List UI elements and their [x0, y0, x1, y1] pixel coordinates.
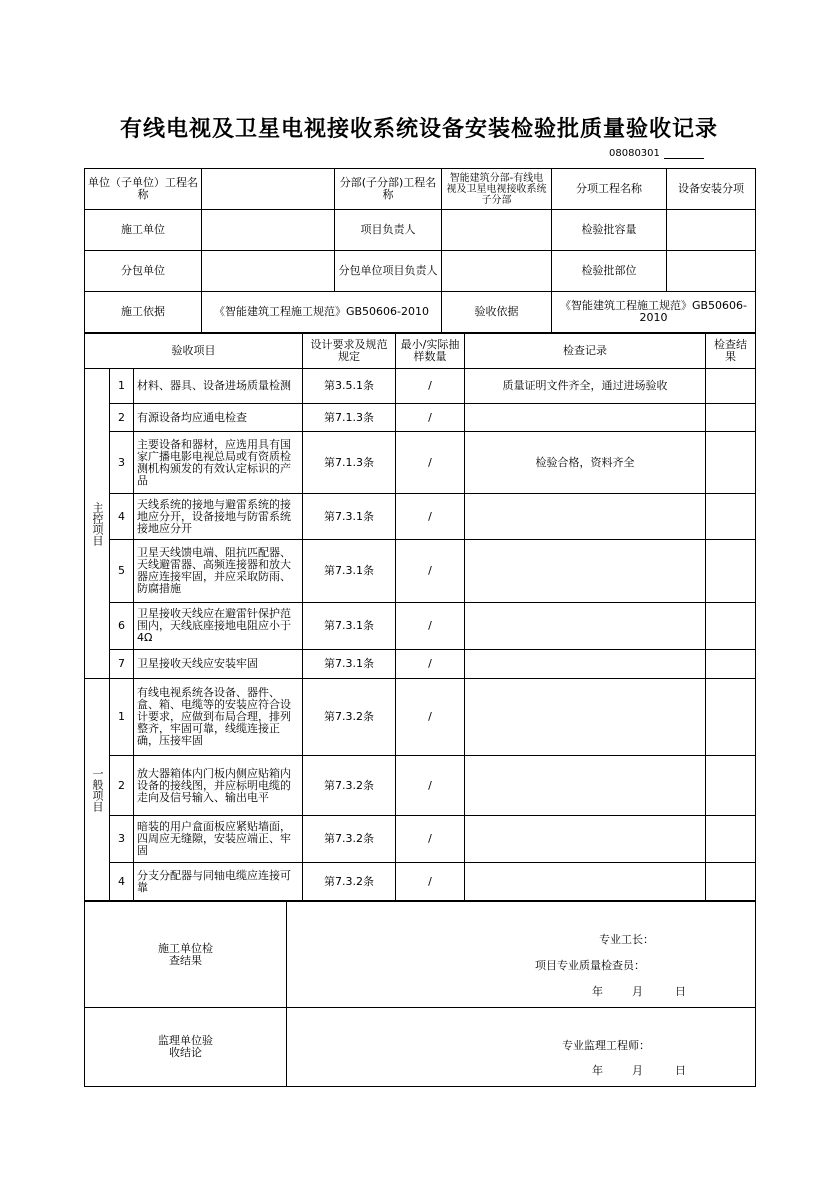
col-result: 检查结果 [706, 334, 756, 369]
item-result[interactable] [706, 369, 756, 404]
batch-capacity-value[interactable] [667, 210, 756, 251]
item-record[interactable]: 检验合格，资料齐全 [465, 432, 706, 494]
sub-pm-label: 分包单位项目负责人 [335, 251, 442, 292]
item-spec: 第7.3.2条 [303, 816, 396, 863]
items-table [84, 333, 756, 901]
item-text: 卫星接收天线应安装牢固 [134, 650, 303, 679]
item-sample[interactable]: / [396, 863, 465, 901]
item-no: 4 [110, 863, 134, 901]
item-result[interactable] [706, 603, 756, 650]
basis-label: 施工依据 [85, 292, 202, 333]
item-sample[interactable]: / [396, 404, 465, 432]
item-spec: 第3.5.1条 [303, 369, 396, 404]
unit-label: 单位（子单位）工程名称 [85, 169, 202, 210]
item-text: 有源设备均应通电检查 [134, 404, 303, 432]
engineer-label: 专业监理工程师： [562, 1039, 650, 1052]
item-result[interactable] [706, 650, 756, 679]
subitem-value[interactable]: 设备安装分项 [667, 169, 756, 210]
item-text: 暗装的用户盒面板应紧贴墙面，四周应无缝隙，安装应端正、牢固 [134, 816, 303, 863]
item-record[interactable] [465, 756, 706, 816]
month-label: 月 [632, 985, 643, 998]
foreman-label: 专业工长： [599, 933, 654, 946]
item-no: 2 [110, 404, 134, 432]
item-spec: 第7.1.3条 [303, 432, 396, 494]
item-text: 材料、器具、设备进场质量检测 [134, 369, 303, 404]
item-spec: 第7.3.1条 [303, 650, 396, 679]
signature-table [84, 901, 756, 1087]
main-group-label: 主控项目 [85, 369, 110, 679]
pm-value[interactable] [442, 210, 552, 251]
item-spec: 第7.3.2条 [303, 679, 396, 756]
item-sample[interactable]: / [396, 756, 465, 816]
item-no: 1 [110, 679, 134, 756]
basis-value: 《智能建筑工程施工规范》GB50606-2010 [202, 292, 442, 333]
supervisor-check-label: 监理单位验收结论 [85, 1008, 287, 1087]
item-record[interactable] [465, 650, 706, 679]
sub-pm-value[interactable] [442, 251, 552, 292]
item-no: 5 [110, 540, 134, 603]
item-no: 3 [110, 816, 134, 863]
item-record[interactable] [465, 863, 706, 901]
item-result[interactable] [706, 494, 756, 540]
item-spec: 第7.3.1条 [303, 603, 396, 650]
item-spec: 第7.3.1条 [303, 540, 396, 603]
day-label: 日 [675, 1064, 686, 1077]
col-spec: 设计要求及规范规定 [303, 334, 396, 369]
item-no: 6 [110, 603, 134, 650]
batch-location-value[interactable] [667, 251, 756, 292]
form-code: 08080301 [609, 148, 704, 159]
item-spec: 第7.3.2条 [303, 863, 396, 901]
item-record[interactable] [465, 679, 706, 756]
header-table [84, 168, 756, 333]
division-value[interactable]: 智能建筑分部-有线电视及卫星电视接收系统子分部 [442, 169, 552, 210]
item-text: 有线电视系统各设备、器件、盒、箱、电缆等的安装应符合设计要求，应做到布局合理，排列整齐，牢固可靠，线缆连接正确，压接牢固 [134, 679, 303, 756]
item-text: 分支分配器与同轴电缆应连接可靠 [134, 863, 303, 901]
item-no: 3 [110, 432, 134, 494]
col-item: 验收项目 [85, 334, 303, 369]
item-spec: 第7.1.3条 [303, 404, 396, 432]
col-sample: 最小/实际抽样数量 [396, 334, 465, 369]
item-sample[interactable]: / [396, 494, 465, 540]
contractor-check-area[interactable] [287, 902, 756, 1008]
batch-capacity-label: 检验批容量 [552, 210, 667, 251]
contractor-value[interactable] [202, 210, 335, 251]
page-title: 有线电视及卫星电视接收系统设备安装检验批质量验收记录 [119, 116, 718, 142]
item-sample[interactable]: / [396, 603, 465, 650]
item-text: 天线系统的接地与避雷系统的接地应分开，设备接地与防雷系统接地应分开 [134, 494, 303, 540]
item-record[interactable] [465, 404, 706, 432]
item-sample[interactable]: / [396, 540, 465, 603]
item-spec: 第7.3.1条 [303, 494, 396, 540]
item-no: 2 [110, 756, 134, 816]
col-record: 检查记录 [465, 334, 706, 369]
subcontractor-label: 分包单位 [85, 251, 202, 292]
year-label: 年 [592, 985, 603, 998]
item-text: 卫星天线馈电端、阻抗匹配器、天线避雷器、高频连接器和放大器应连接牢固，并应采取防雨、防腐措施 [134, 540, 303, 603]
item-text: 卫星接收天线应在避雷针保护范围内，天线底座接地电阻应小于4Ω [134, 603, 303, 650]
item-record[interactable] [465, 540, 706, 603]
contractor-check-label: 施工单位检查结果 [85, 902, 287, 1008]
supervisor-check-area[interactable] [287, 1008, 756, 1087]
inspector-label: 项目专业质量检查员： [535, 959, 645, 972]
item-result[interactable] [706, 404, 756, 432]
item-result[interactable] [706, 816, 756, 863]
general-group-label: 一般项目 [85, 679, 110, 901]
item-text: 放大器箱体内门板内侧应贴箱内设备的接线图，并应标明电缆的走向及信号输入、输出电平 [134, 756, 303, 816]
day-label: 日 [675, 985, 686, 998]
batch-location-label: 检验批部位 [552, 251, 667, 292]
item-result[interactable] [706, 432, 756, 494]
item-result[interactable] [706, 756, 756, 816]
pm-label: 项目负责人 [335, 210, 442, 251]
item-record[interactable] [465, 603, 706, 650]
item-record[interactable] [465, 494, 706, 540]
item-no: 7 [110, 650, 134, 679]
acceptance-basis-value: 《智能建筑工程施工规范》GB50606-2010 [552, 292, 756, 333]
acceptance-basis-label: 验收依据 [442, 292, 552, 333]
item-text: 主要设备和器材，应选用具有国家广播电影电视总局或有资质检测机构颁发的有效认定标识的产品 [134, 432, 303, 494]
item-no: 1 [110, 369, 134, 404]
item-spec: 第7.3.2条 [303, 756, 396, 816]
item-sample[interactable]: / [396, 816, 465, 863]
contractor-label: 施工单位 [85, 210, 202, 251]
item-result[interactable] [706, 863, 756, 901]
month-label: 月 [632, 1064, 643, 1077]
item-record[interactable]: 质量证明文件齐全，通过进场验收 [465, 369, 706, 404]
subcontractor-value[interactable] [202, 251, 335, 292]
item-result[interactable] [706, 540, 756, 603]
unit-value[interactable] [202, 169, 335, 210]
item-sample[interactable]: / [396, 650, 465, 679]
item-sample[interactable]: / [396, 432, 465, 494]
item-result[interactable] [706, 679, 756, 756]
item-sample[interactable]: / [396, 679, 465, 756]
division-label: 分部(子分部)工程名称 [335, 169, 442, 210]
item-record[interactable] [465, 816, 706, 863]
item-sample[interactable]: / [396, 369, 465, 404]
subitem-label: 分项工程名称 [552, 169, 667, 210]
year-label: 年 [592, 1064, 603, 1077]
item-no: 4 [110, 494, 134, 540]
